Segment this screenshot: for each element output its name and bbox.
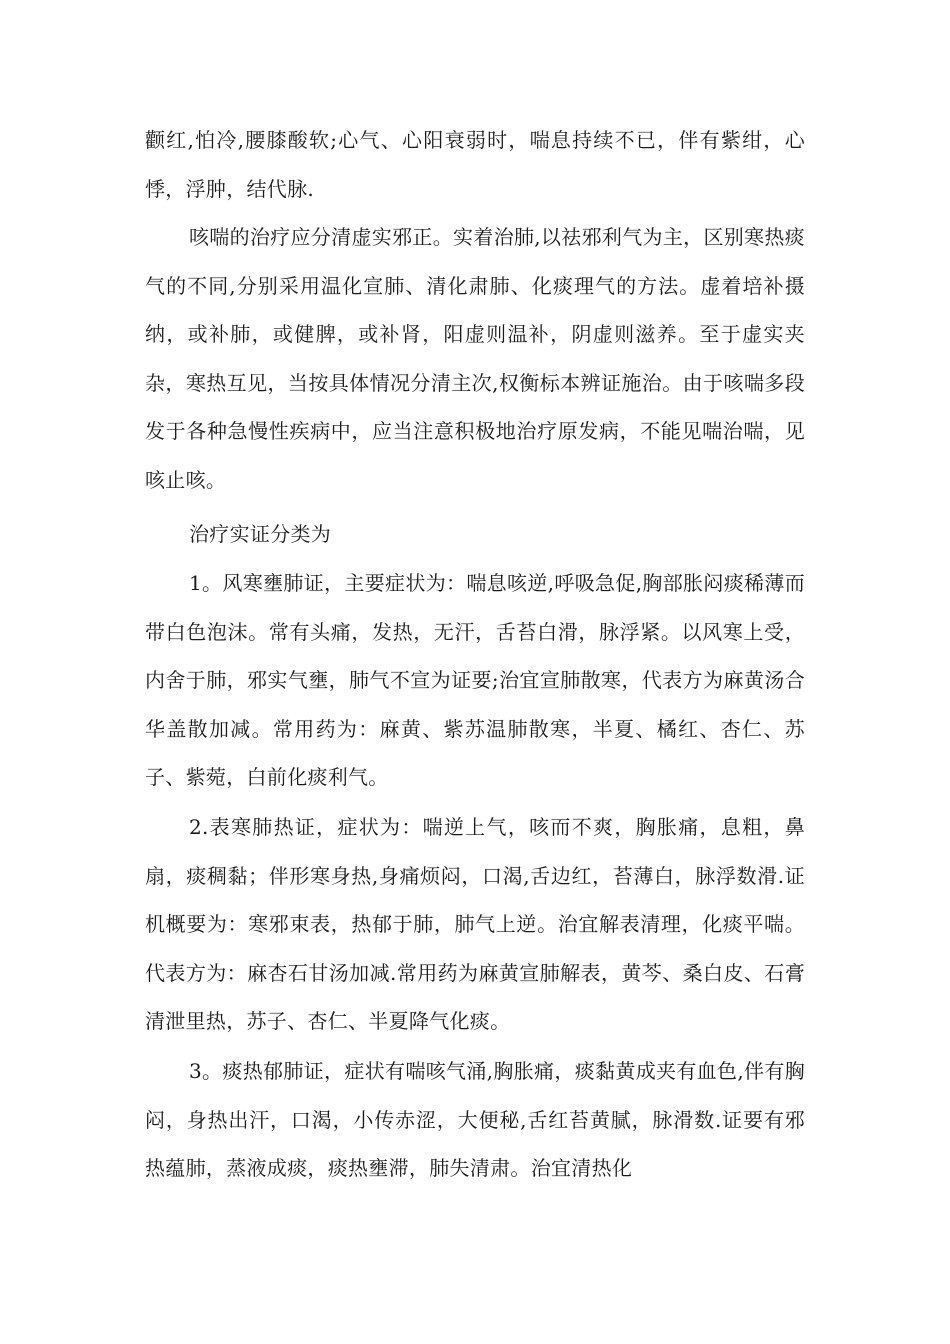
paragraph-excess-pattern-heading: 治疗实证分类为 bbox=[189, 522, 332, 546]
paragraph-pattern-2: 2.表寒肺热证，症状为：喘逆上气，咳而不爽，胸胀痛，息粗，鼻扇，痰稠黏；伴形寒身热,身痛烦闷，口渴,舌边红，苔薄白，脉浮数滑.证机概要为：寒邪束表，热郁于肺，肺气上逆。治宜解表清理，化痰平喘。代表方为：麻杏石甘汤加减.常用药为麻黄宣肺解表，黄芩、桑白皮、石膏清泄里热，苏子、杏仁、半夏降气化痰。 bbox=[145, 815, 805, 1033]
paragraph-pattern-1: 1。风寒壅肺证，主要症状为：喘息咳逆,呼吸急促,胸部胀闷痰稀薄而带白色泡沫。常有头痛，发热，无汗，舌苔白滑，脉浮紧。以风寒上受，内舍于肺，邪实气壅，肺气不宣为证要;治宜宣肺散寒，代表方为麻黄汤合华盖散加减。常用药为：麻黄、紫苏温肺散寒，半夏、橘红、杏仁、苏子、紫菀，白前化痰利气。 bbox=[145, 571, 805, 789]
paragraph-treatment-principles: 咳喘的治疗应分清虚实邪正。实着治肺,以祛邪利气为主，区别寒热痰气的不同,分别采用温化宣肺、清化肃肺、化痰理气的方法。虚着培补摄纳，或补肺，或健脾，或补肾，阳虚则温补，阴虚则滋养。至于虚实夹杂，寒热互见，当按具体情况分清主次,权衡标本辨证施治。由于咳喘多段发于各种急慢性疾病中，应当注意积极地治疗原发病，不能见喘治喘，见咳止咳。 bbox=[145, 225, 805, 492]
paragraph-symptoms-continued: 颧红,怕冷,腰膝酸软;心气、心阳衰弱时，喘息持续不已，伴有紫绀，心悸，浮肿，结代脉. bbox=[145, 128, 805, 201]
paragraph-pattern-3: 3。痰热郁肺证，症状有喘咳气涌,胸胀痛，痰黏黄成夹有血色,伴有胸闷，身热出汗，口渴，小传赤涩，大便秘,舌红苔黄腻，脉滑数.证要有邪热蕴肺，蒸液成痰，痰热壅滞，肺失清肃。治宜清热化 bbox=[145, 1059, 805, 1180]
